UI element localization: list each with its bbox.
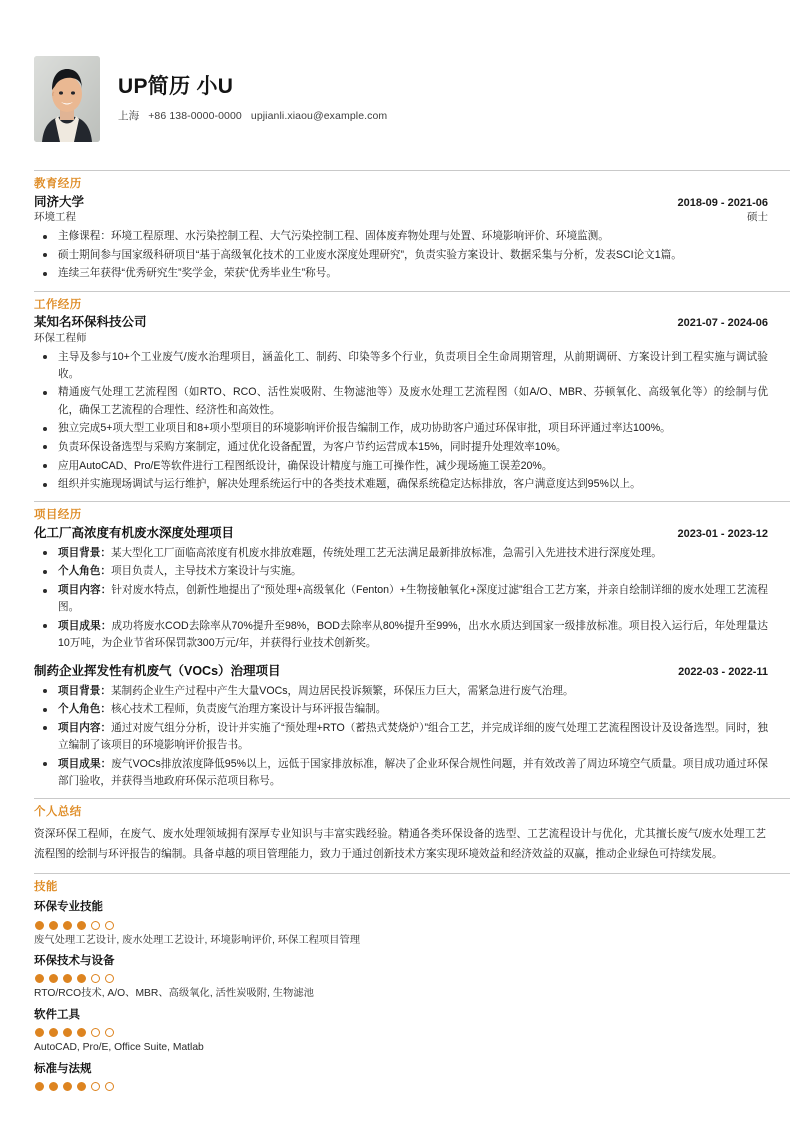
list-item — [34, 618, 768, 652]
resume-header — [28, 0, 772, 162]
work-entry-head — [34, 314, 768, 331]
skill-dot-filled — [77, 974, 86, 983]
section-work — [28, 298, 772, 494]
skill-dot-filled — [63, 1082, 72, 1091]
education-date: 2018-09 - 2021-06 — [677, 196, 768, 209]
section-title-summary: 个人总结 — [34, 806, 82, 819]
skill-dot-filled — [49, 974, 58, 983]
skill-dot-empty — [105, 974, 114, 983]
list-item — [34, 582, 768, 616]
list-item: 精通废气处理工艺流程图（如RTO、RCO、活性炭吸附、生物滤池等）及废水处理工艺流程图（如A/O、MBR、芬顿氧化、高级氧化等）的绘制与优化，确保工艺流程的合理性、经济性和高效性。 — [34, 384, 768, 418]
project-bullets — [34, 545, 768, 652]
spacer — [34, 654, 768, 663]
list-item — [34, 563, 768, 580]
education-degree: 硕士 — [747, 211, 768, 224]
skill-name: 软件工具 — [34, 1008, 80, 1021]
list-item — [34, 720, 768, 754]
skill-dot-filled — [49, 1082, 58, 1091]
section-summary — [28, 805, 772, 865]
education-major: 环境工程 — [34, 211, 76, 224]
skill-block — [34, 1061, 768, 1091]
skill-block — [34, 953, 768, 1003]
skill-items: AutoCAD, Pro/E, Office Suite, Matlab — [34, 1042, 204, 1054]
project-date: 2023-01 - 2023-12 — [677, 527, 768, 540]
skill-dot-filled — [63, 1028, 72, 1037]
skill-dot-empty — [91, 974, 100, 983]
bullet-lead: 项目成果： — [58, 619, 112, 632]
section-title-education: 教育经历 — [34, 178, 82, 190]
page-title: UP简历 小U — [118, 75, 234, 99]
list-item — [34, 545, 768, 562]
list-item — [34, 683, 768, 700]
section-title-skills: 技能 — [34, 880, 58, 893]
skill-dot-filled — [35, 1028, 44, 1037]
skill-name: 标准与法规 — [34, 1062, 92, 1075]
work-bullets — [34, 349, 768, 494]
bullet-lead: 个人角色： — [58, 703, 111, 716]
skill-name: 环保专业技能 — [34, 901, 103, 914]
contact-email: upjianli.xiaou@example.com — [250, 109, 388, 122]
avatar — [34, 56, 100, 142]
skill-dot-filled — [35, 1082, 44, 1091]
section-divider — [34, 798, 790, 799]
skill-dot-filled — [63, 921, 72, 930]
bullet-lead: 个人角色： — [58, 565, 111, 578]
section-title-projects: 项目经历 — [34, 509, 82, 522]
skill-dot-filled — [77, 1082, 86, 1091]
project-bullets — [34, 683, 768, 790]
skill-dot-empty — [105, 1082, 114, 1091]
skill-dot-filled — [77, 921, 86, 930]
project-date: 2022-03 - 2022-11 — [678, 665, 768, 678]
education-school: 同济大学 — [34, 194, 85, 209]
project-entry-head — [34, 525, 768, 542]
skill-items: 废气处理工艺设计, 废水处理工艺设计, 环境影响评价, 环保工程项目管理 — [34, 934, 361, 946]
list-item: 连续三年获得“优秀研究生”奖学金，荣获“优秀毕业生”称号。 — [34, 265, 768, 282]
work-role: 环保工程师 — [34, 331, 87, 344]
list-item: 负责环保设备选型与采购方案制定，通过优化设备配置，为客户节约运营成本15%，同时提升处理效率10%。 — [34, 439, 768, 456]
list-item: 组织并实施现场调试与运行维护，解决处理系统运行中的各类技术难题，确保系统稳定达标排放，客户满意度达到95%以上。 — [34, 476, 768, 493]
project-entry-head — [34, 663, 768, 680]
skill-dot-filled — [63, 974, 72, 983]
skill-dot-filled — [35, 974, 44, 983]
bullet-text: 核心技术工程师，负责废气治理方案设计与环评报告编制。 — [110, 703, 387, 716]
skill-level-dots — [35, 921, 768, 930]
list-item: 主导及参与10+个工业废气/废水治理项目，涵盖化工、制药、印染等多个行业，负责项目全生命周期管理，从前期调研、方案设计到工程实施与调试验收。 — [34, 349, 768, 383]
list-item — [34, 701, 768, 718]
work-company: 某知名环保科技公司 — [34, 315, 147, 330]
skill-dot-filled — [77, 1028, 86, 1037]
list-item: 应用AutoCAD、Pro/E等软件进行工程图纸设计，确保设计精度与施工可操作性，减少现场施工误差20%。 — [34, 458, 768, 475]
skill-level-dots — [35, 1028, 768, 1037]
bullet-lead: 项目背景： — [58, 684, 111, 697]
skill-dot-empty — [105, 921, 114, 930]
contact-phone: +86 138-0000-0000 — [148, 109, 242, 122]
project-name: 化工厂高浓度有机废水深度处理项目 — [34, 525, 235, 540]
section-education — [28, 177, 772, 283]
section-title-work: 工作经历 — [34, 298, 82, 311]
skill-level-dots — [35, 974, 768, 983]
section-skills — [28, 880, 772, 1091]
skill-dot-filled — [49, 1028, 58, 1037]
skill-level-dots — [35, 1082, 768, 1091]
bullet-text: 废气VOCs排放浓度降低95%以上，远低于国家排放标准，解决了企业环保合规性问题，并有效改善了周边环境空气质量。项目成功通过环保部门验收，并获得当地政府环保示范项目称号。 — [58, 757, 768, 787]
skill-dot-empty — [91, 1028, 100, 1037]
section-divider — [34, 873, 790, 874]
identity-block — [118, 75, 387, 122]
project-name: 制药企业挥发性有机废气（VOCs）治理项目 — [34, 663, 281, 678]
section-projects — [28, 508, 772, 790]
skill-dot-empty — [91, 921, 100, 930]
skill-name: 环保技术与设备 — [34, 955, 115, 968]
list-item: 主修课程：环境工程原理、水污染控制工程、大气污染控制工程、固体废弃物处理与处置、环境影响评价、环境监测。 — [34, 228, 768, 245]
skill-dot-empty — [91, 1082, 100, 1091]
skill-block — [34, 1007, 768, 1057]
skill-dot-filled — [35, 921, 44, 930]
bullet-lead: 项目成果： — [58, 757, 112, 770]
bullet-text: 项目负责人，主导技术方案设计与实施。 — [110, 565, 302, 578]
section-divider — [34, 501, 790, 502]
skill-block — [34, 899, 768, 949]
list-item: 硕士期间参与国家级科研项目“基于高级氧化技术的工业废水深度处理研究”，负责实验方案设计、数据采集与分析，发表SCI论文1篇。 — [34, 247, 768, 264]
contact-location: 上海 — [118, 109, 140, 122]
bullet-text: 通过对废气组分分析，设计并实施了“预处理+RTO（蓄热式焚烧炉）”组合工艺，并完成详细的废气处理工艺流程图设计及设备选型。同时，独立编制了该项目的环境影响评价报告书。 — [58, 721, 769, 752]
bullet-text: 成功将废水COD去除率从70%提升至98%，BOD去除率从80%提升至99%，出水水质达到国家一级排放标准。项目投入运行后，年处理量达10万吨，为企业节省环保罚款300万元/年，并获得行业技术创新奖。 — [58, 619, 768, 650]
bullet-lead: 项目内容： — [58, 721, 112, 734]
summary-text: 资深环保工程师，在废气、废水处理领域拥有深厚专业知识与丰富实践经验。精通各类环保设备的选型、工艺流程设计与优化，尤其擅长废气/废水处理工艺流程图的绘制与环评报告的编制。具备卓越的项目管理能力，致力于通过创新技术方案实现环境效益和经济效益的双赢，推动企业绿色可持续发展。 — [34, 827, 766, 861]
education-entry-head — [34, 194, 768, 211]
skill-items: RTO/RCO技术, A/O、MBR、高级氧化, 活性炭吸附, 生物滤池 — [34, 988, 314, 1000]
work-date: 2021-07 - 2024-06 — [677, 317, 768, 330]
education-subhead — [34, 210, 768, 225]
contact-line — [118, 108, 387, 123]
list-item: 独立完成5+项大型工业项目和8+项小型项目的环境影响评价报告编制工作，成功协助客户通过环保审批，项目环评通过率达100%。 — [34, 420, 768, 437]
skill-dot-filled — [49, 921, 58, 930]
bullet-text: 某大型化工厂面临高浓度有机废水排放难题，传统处理工艺无法满足最新排放标准，急需引入先进技术进行深度处理。 — [110, 546, 662, 559]
education-bullets — [34, 228, 768, 282]
section-divider — [34, 170, 790, 171]
work-subhead — [34, 331, 768, 346]
list-item — [34, 756, 768, 790]
skill-dot-empty — [105, 1028, 114, 1037]
bullet-lead: 项目内容： — [58, 584, 112, 597]
section-divider — [34, 291, 790, 292]
bullet-lead: 项目背景： — [58, 546, 111, 559]
bullet-text: 针对废水特点，创新性地提出了“预处理+高级氧化（Fenton）+生物接触氧化+深度过滤”组合工艺方案，并亲自绘制详细的废水处理工艺流程图。 — [58, 584, 769, 614]
bullet-text: 某制药企业生产过程中产生大量VOCs，周边居民投诉频繁，环保压力巨大，需紧急进行废气治理。 — [110, 684, 574, 697]
